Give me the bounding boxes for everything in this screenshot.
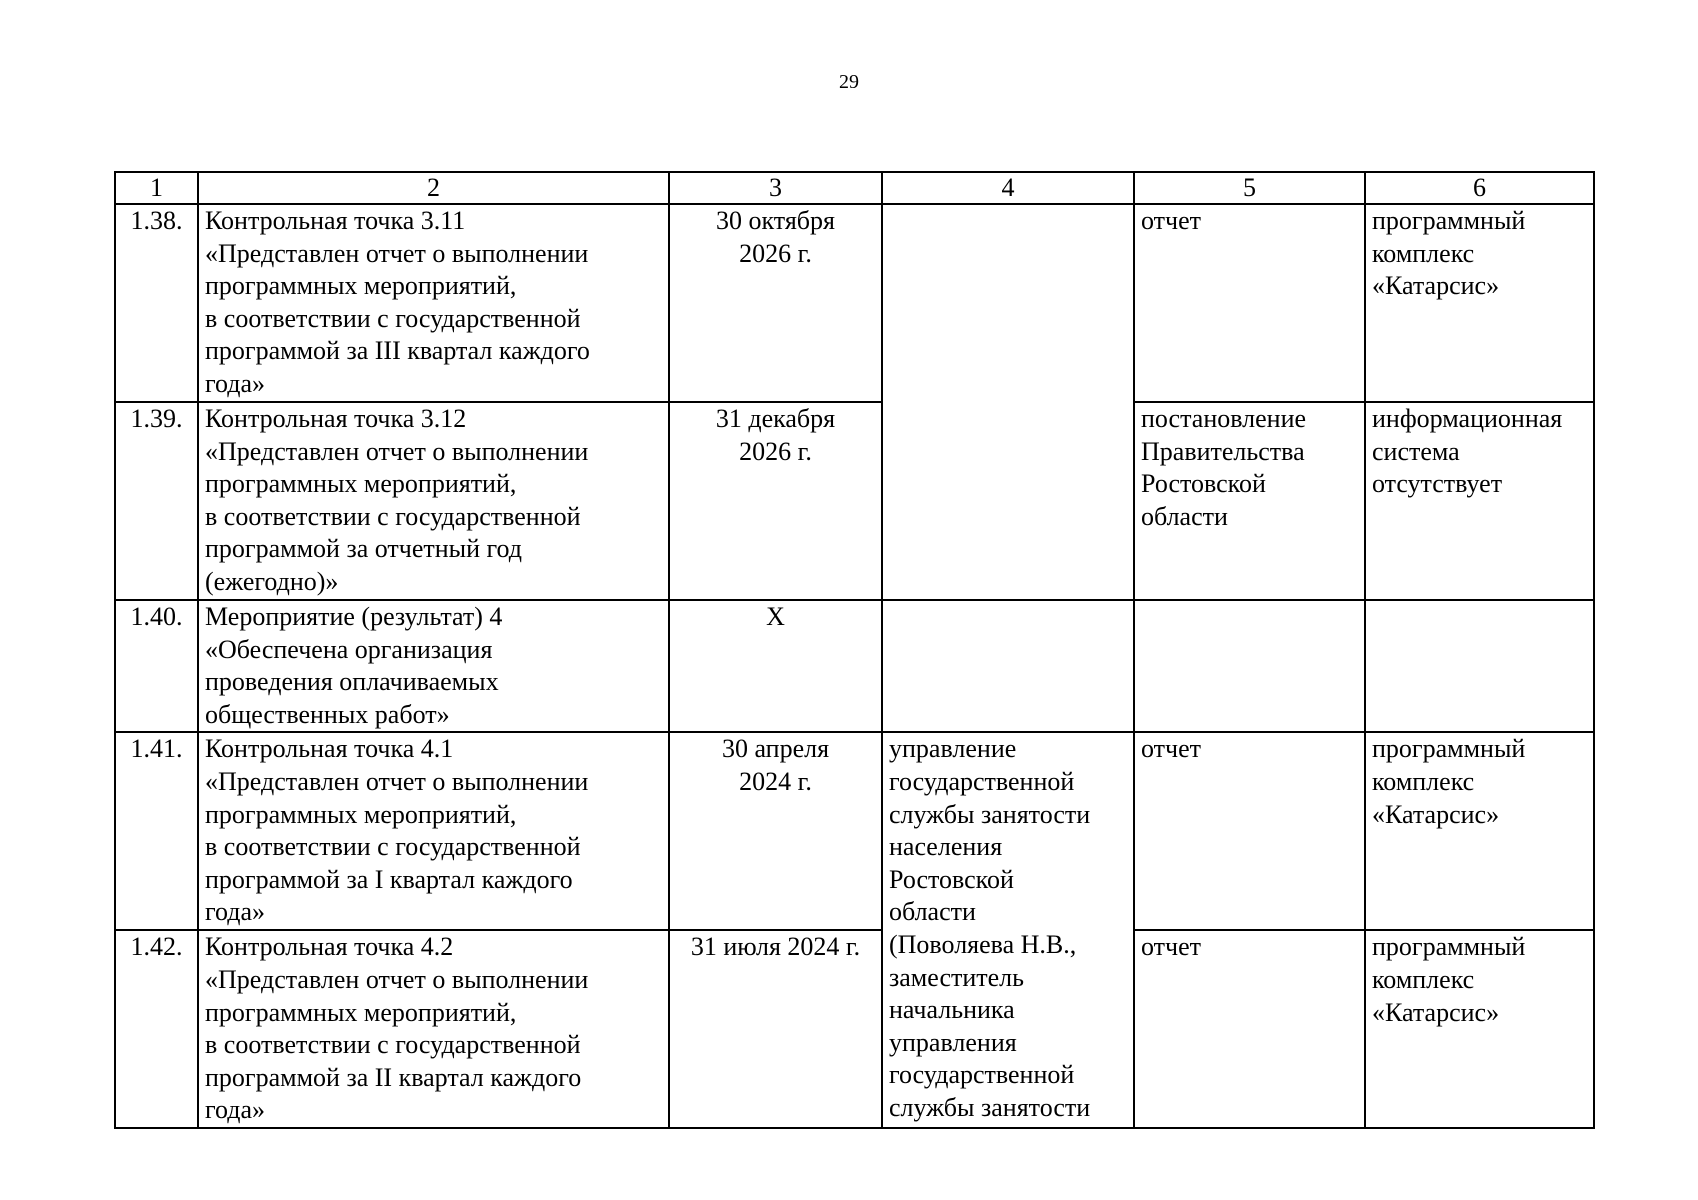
- table-row: [115, 402, 1594, 600]
- header-cell: 1: [115, 172, 198, 204]
- row-document: отчет: [1134, 930, 1365, 1128]
- row-info-system: [1365, 600, 1594, 732]
- header-cell: 4: [882, 172, 1134, 204]
- row-info-system: программный комплекс «Катарсис»: [1365, 930, 1594, 1128]
- header-cell: 5: [1134, 172, 1365, 204]
- header-cell: 2: [198, 172, 669, 204]
- header-cell: 3: [669, 172, 882, 204]
- row-description: Контрольная точка 3.11 «Представлен отчет о выполнении программных мероприятий, в соответствии с государственной программой за III квартал каждого года»: [198, 204, 669, 402]
- table-row: [115, 732, 1594, 930]
- row-info-system: программный комплекс «Катарсис»: [1365, 732, 1594, 930]
- table-row: [115, 600, 1594, 732]
- row-number: 1.38.: [115, 204, 198, 402]
- row-responsible: [882, 204, 1134, 600]
- header-cell: 6: [1365, 172, 1594, 204]
- control-points-table: [114, 171, 1595, 1129]
- row-document: отчет: [1134, 732, 1365, 930]
- row-number: 1.39.: [115, 402, 198, 600]
- row-responsible: [882, 600, 1134, 732]
- row-date: 30 октября 2026 г.: [669, 204, 882, 402]
- row-date: 31 декабря 2026 г.: [669, 402, 882, 600]
- row-date: 31 июля 2024 г.: [669, 930, 882, 1128]
- row-description: Контрольная точка 4.1 «Представлен отчет о выполнении программных мероприятий, в соответствии с государственной программой за I квартал каждого года»: [198, 732, 669, 930]
- row-description: Контрольная точка 3.12 «Представлен отчет о выполнении программных мероприятий, в соответствии с государственной программой за отчетный год (ежегодно)»: [198, 402, 669, 600]
- row-number: 1.40.: [115, 600, 198, 732]
- row-description: Мероприятие (результат) 4 «Обеспечена организация проведения оплачиваемых общественных работ»: [198, 600, 669, 732]
- row-description: Контрольная точка 4.2 «Представлен отчет о выполнении программных мероприятий, в соответствии с государственной программой за II квартал каждого года»: [198, 930, 669, 1128]
- row-document: отчет: [1134, 204, 1365, 402]
- row-number: 1.41.: [115, 732, 198, 930]
- row-number: 1.42.: [115, 930, 198, 1128]
- row-document: [1134, 600, 1365, 732]
- row-info-system: информационная система отсутствует: [1365, 402, 1594, 600]
- row-date: Х: [669, 600, 882, 732]
- row-date: 30 апреля 2024 г.: [669, 732, 882, 930]
- table-row: [115, 930, 1594, 1128]
- table-header-row: [115, 172, 1594, 204]
- row-document: постановление Правительства Ростовской области: [1134, 402, 1365, 600]
- table-row: [115, 204, 1594, 402]
- page-number: 29: [839, 71, 859, 93]
- row-info-system: программный комплекс «Катарсис»: [1365, 204, 1594, 402]
- row-responsible: управление государственной службы занятости населения Ростовской области (Поволяева Н.В., заместитель начальника управления государственной службы занятости: [882, 732, 1134, 1128]
